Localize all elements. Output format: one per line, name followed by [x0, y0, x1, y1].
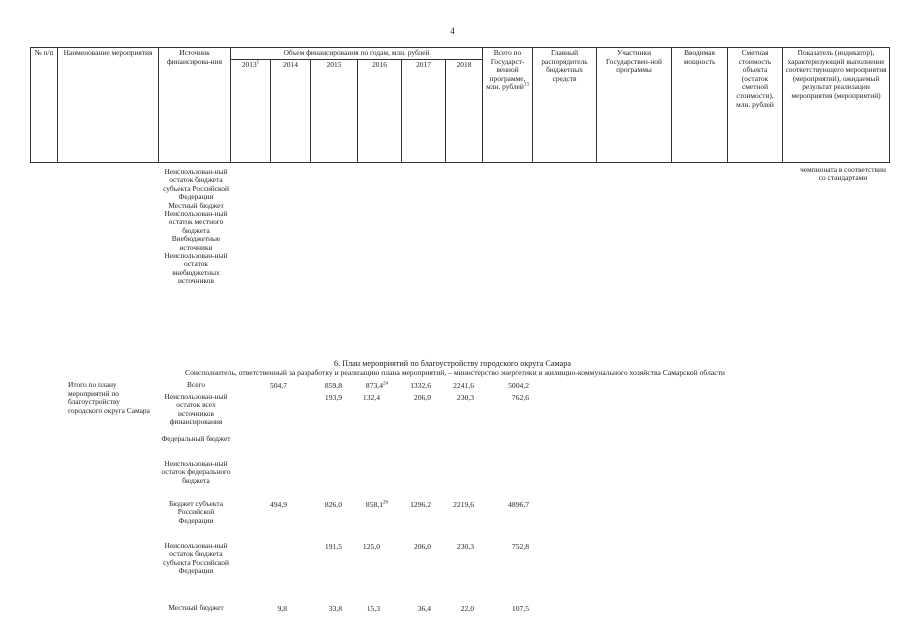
row-source: Федеральный бюджет — [161, 434, 231, 443]
value-cell: 858,1$^{26}$ — [365, 500, 388, 509]
value-cell: 191,5 — [324, 542, 342, 551]
value-cell: 125,0 — [362, 542, 380, 551]
value-cell: 230,3 — [456, 393, 474, 402]
value-cell: 762,6 — [511, 393, 529, 402]
page-number: 4 — [450, 26, 455, 36]
row-source: Неиспользован-ный остаток федерального бюджета — [161, 459, 231, 485]
value-cell: 230,3 — [456, 542, 474, 551]
value-cell: 206,0 — [413, 542, 431, 551]
value-cell: 15,3 — [366, 604, 380, 613]
col-estimate: Сметная стоимость объекта (остаток сметной стоимости), млн. рублей — [728, 48, 783, 163]
col-num: № п/п — [31, 48, 58, 163]
col-year: 2015 — [311, 59, 358, 162]
indicator-continued: чемпионата в соответствии со стандартами — [800, 165, 886, 183]
col-year: 2016 — [358, 59, 402, 162]
value-cell: 36,4 — [417, 604, 431, 613]
row-source: Бюджет субъекта Российской Федерации — [168, 499, 224, 525]
value-cell: 5004,2 — [508, 381, 529, 390]
value-cell: 826,0 — [324, 500, 342, 509]
total-row-name: Итого по плану мероприятий по благоустройству городского округа Самара — [68, 380, 150, 415]
col-participants: Участники Государствен-ной программы — [597, 48, 672, 163]
value-cell: 9,8 — [277, 604, 287, 613]
col-year: 2018 — [446, 59, 483, 162]
row-source: Неиспользован-ный остаток бюджета субъекта Российской Федерации — [163, 541, 229, 576]
col-year: 2017 — [402, 59, 446, 162]
value-cell: 2219,6 — [453, 500, 474, 509]
value-cell: 107,5 — [511, 604, 529, 613]
col-year: 2013$^1$ — [231, 59, 271, 162]
value-cell: 1332,6 — [410, 381, 431, 390]
value-cell: 1296,2 — [410, 500, 431, 509]
col-name: Наименование мероприятия — [58, 48, 159, 163]
source-item: Внебюджетные источники — [171, 234, 221, 252]
col-total: Всего по Государст-венной программе, млн. рублей$^{13}$ — [483, 48, 533, 163]
value-cell: 504,7 — [269, 381, 287, 390]
value-cell: 33,8 — [328, 604, 342, 613]
value-cell: 193,9 — [324, 393, 342, 402]
col-capacity: Вводимая мощность — [672, 48, 728, 163]
row-source: Неиспользован-ный остаток всех источников финансирования — [164, 392, 228, 427]
col-year: 2014 — [271, 59, 311, 162]
source-item: Неиспользован-ный остаток местного бюджета — [164, 209, 228, 235]
value-cell: 22,0 — [460, 604, 474, 613]
section-subtitle: Соисполнитель, ответственный за разработку и реализацию плана мероприятий, – министерство энергетики и жилищно-коммунального хозяйства Самарской области — [185, 368, 725, 377]
col-source: Источник финансирова-ния — [159, 48, 231, 163]
value-cell: 206,0 — [413, 393, 431, 402]
source-item: Местный бюджет — [168, 200, 224, 210]
table-header — [30, 47, 890, 163]
section-title: 6. План мероприятий по благоустройству городского округа Самара — [333, 359, 572, 368]
value-cell: 873,4$^{24}$ — [365, 381, 388, 390]
value-cell: 2241,6 — [453, 381, 474, 390]
source-item: Неиспользован-ный остаток бюджета субъекта Российской Федерации — [163, 167, 229, 202]
value-cell: 4896,7 — [508, 500, 529, 509]
row-source: Всего — [186, 380, 206, 389]
col-indicator: Показатель (индикатор), характеризующий выполнение соответствующего мероприятия (мероприятий), ожидаемый результат реализации мероприятия (мероприятий) — [783, 48, 890, 163]
row-source: Местный бюджет — [168, 603, 224, 612]
col-volume: Объем финансирования по годам, млн. рублей — [231, 48, 483, 60]
col-manager: Главный распорядитель бюджетных средств — [533, 48, 597, 163]
value-cell: 132,4 — [362, 393, 380, 402]
source-list-continued — [160, 168, 232, 286]
value-cell: 494,9 — [269, 500, 287, 509]
source-item: Неиспользован-ный остаток внебюджетных источников — [164, 251, 228, 286]
value-cell: 752,8 — [511, 542, 529, 551]
value-cell: 859,8 — [324, 381, 342, 390]
